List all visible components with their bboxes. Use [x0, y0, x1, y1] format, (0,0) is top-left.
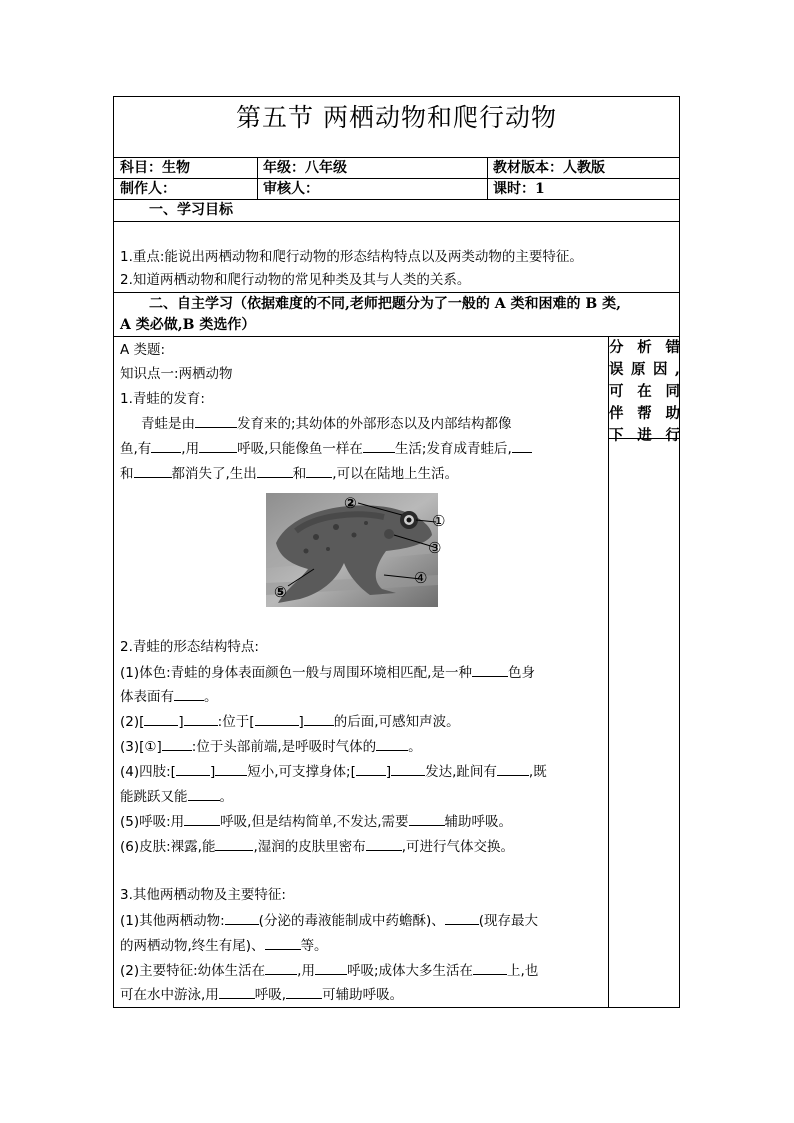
question-1-line-2: 鱼,有 ,用 呼吸,只能像鱼一样在 生活;发育成青蛙后, [120, 437, 532, 460]
question-3-line-1: (1)其他两栖动物: (分泌的毒液能制成中药蟾酥)、 (现存最大 [120, 909, 538, 932]
goal-2: 2.知道两栖动物和爬行动物的常见种类及其与人类的关系。 [120, 272, 471, 288]
side-note-line: 伴帮助 [609, 405, 680, 422]
question-2-line-6: 能跳跃又能 。 [120, 785, 233, 808]
a-category-title: A 类题: [120, 342, 166, 358]
side-note-line: 可在同 [609, 383, 680, 400]
question-1-line-1: 青蛙是由 发育来的;其幼体的外部形态以及内部结构都像 [141, 412, 512, 435]
side-note-line: 误原因, [609, 361, 680, 378]
question-2-line-1: (1)体色:青蛙的身体表面颜色一般与周围环境相匹配,是一种 色身 [120, 661, 535, 684]
section1-goals-row [114, 222, 679, 293]
side-note-rule [609, 438, 680, 439]
meta-row-2 [114, 179, 679, 200]
question-1-title: 1.青蛙的发育: [120, 391, 205, 407]
lesson-plan-table [113, 96, 680, 1008]
frog-diagram [266, 493, 446, 607]
author-cell: 制作人： [120, 181, 176, 197]
question-2-line-4: (3)[①] :位于头部前端,是呼吸时气体的 。 [120, 735, 422, 758]
question-2-line-3: (2)[ ] :位于[ ] 的后面,可感知声波。 [120, 710, 460, 733]
label-1: ① [432, 512, 446, 530]
side-note-line: 分析错 [609, 339, 680, 356]
question-3-line-2: 的两栖动物,终生有尾)、 等。 [120, 934, 328, 957]
section2-heading-line2: A 类必做,B 类选作） [120, 317, 256, 333]
side-note-line: 下进行 [609, 427, 680, 444]
section2-heading-row [114, 293, 679, 337]
subject-cell: 科目：生物 [120, 160, 190, 176]
question-2-line-8: (6)皮肤:裸露,能 ,湿润的皮肤里密布 ,可进行气体交换。 [120, 835, 514, 858]
question-2-line-7: (5)呼吸:用 呼吸,但是结构简单,不发达,需要 辅助呼吸。 [120, 810, 512, 833]
period-cell: 课时：1 [493, 181, 545, 197]
section2-heading-line1: 二、自主学习（依据难度的不同,老师把题分为了一般的 A 类和困难的 B 类, [149, 296, 621, 312]
label-5: ⑤ [274, 583, 287, 601]
frog-eardrum [384, 529, 394, 539]
goal-1: 1.重点:能说出两栖动物和爬行动物的形态结构特点以及两类动物的主要特征。 [120, 249, 583, 265]
section1-heading: 一、学习目标 [149, 202, 233, 218]
edition-cell: 教材版本：人教版 [493, 160, 605, 176]
meta-row-1 [114, 158, 679, 179]
page-title: 第五节 两栖动物和爬行动物 [114, 97, 679, 158]
question-2-line-5: (4)四肢:[ ] 短小,可支撑身体;[ ] 发达,趾间有 ,既 [120, 760, 547, 783]
question-1-line-3: 和 都消失了,生出 和 ,可以在陆地上生活。 [120, 462, 458, 485]
question-2-line-2: 体表面有 。 [120, 685, 218, 708]
label-2: ② [344, 494, 357, 512]
grade-cell: 年级：八年级 [263, 160, 347, 176]
reviewer-cell: 审核人： [263, 181, 319, 197]
side-note [609, 337, 680, 447]
knowledge-point-1: 知识点一:两栖动物 [120, 366, 233, 382]
section1-heading-row [114, 200, 679, 222]
question-3-title: 3.其他两栖动物及主要特征: [120, 887, 286, 903]
label-4: ④ [414, 569, 428, 587]
question-3-line-3: (2)主要特征:幼体生活在 ,用 呼吸;成体大多生活在 上,也 [120, 959, 538, 982]
question-3-line-4: 可在水中游泳,用 呼吸, 可辅助呼吸。 [120, 983, 403, 1006]
label-3: ③ [428, 539, 442, 557]
question-2-title: 2.青蛙的形态结构特点: [120, 639, 259, 655]
